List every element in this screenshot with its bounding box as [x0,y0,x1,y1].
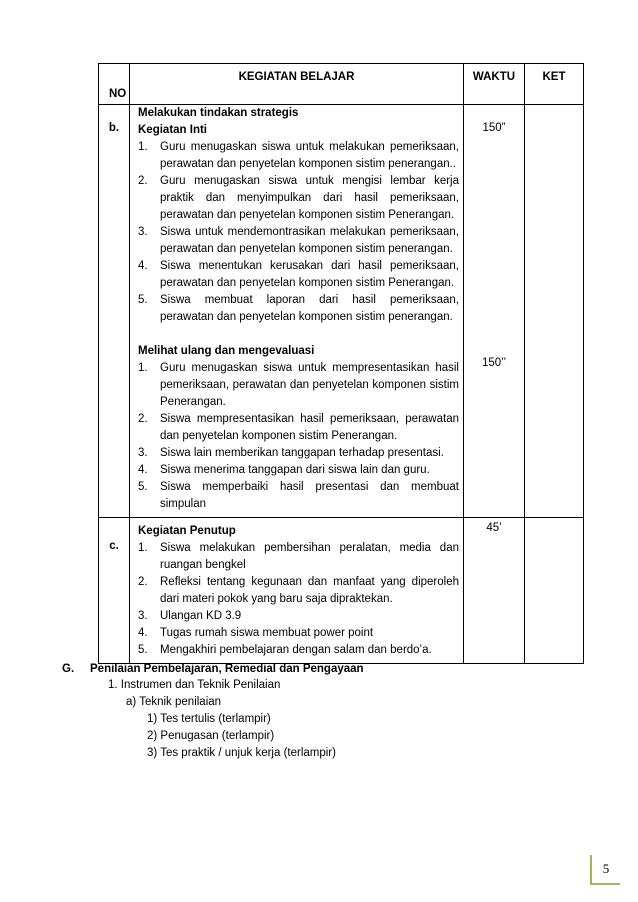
section-g-heading [62,661,364,677]
list-item: 5. Siswa memperbaiki hasil presentasi dan membuat simpulan [138,481,459,510]
kegiatan-penutup-title: Kegiatan Penutup [138,525,236,537]
list-item: 3. Siswa lain memberikan tanggapan terhadap presentasi. [138,447,444,459]
review-list [138,360,459,513]
list-item: 2. Siswa mempresentasikan hasil pemeriksaan, perawatan dan penyetelan komponen sistim Penerangan. [138,413,459,442]
kegiatan-inti-title: Kegiatan Inti [138,124,208,136]
review-duration: 150’’ [481,357,507,369]
list-item: 1. Guru menugaskan siswa untuk melakukan pemeriksaan, perawatan dan penyetelan komponen sistim penerangan.. [138,141,459,170]
instrumen-item: 1. Instrumen dan Teknik Penilaian [108,679,281,691]
page-number: 5 [590,855,620,885]
row-c-no-cell [99,518,130,664]
row-b-no-cell [99,105,130,518]
table-row-c [99,518,584,664]
list-item: 4. Tugas rumah siswa membuat power point [138,627,374,639]
header-waktu: WAKTU [464,64,525,105]
row-b-intro: Melakukan tindakan strategis [138,107,299,119]
lesson-activity-table [98,63,584,664]
list-item: 3) Tes praktik / unjuk kerja (terlampir) [147,747,336,759]
list-item: 1) Tes tertulis (terlampir) [147,713,271,725]
list-item: 5. Siswa membuat laporan dari hasil pemeriksaan, perawatan dan penyetelan komponen sistim penerangan. [138,294,459,323]
row-b-waktu-cell [464,105,525,518]
row-b-ket-cell [525,105,584,518]
table-row-b [99,105,584,518]
list-item: 5. Mengakhiri pembelajaran dengan salam dan berdo’a. [138,644,432,656]
list-item: 3. Siswa untuk mendemontrasikan melakukan pemeriksaan, perawatan dan penyetelan komponen sistim penerangan. [138,226,459,255]
list-item: 2. Guru menugaskan siswa untuk mengisi lembar kerja praktik dan menyimpulkan dari hasil pemeriksaan, perawatan dan penyetelan komponen sistim Penerangan. [138,175,459,221]
row-c-activity-cell [130,518,464,664]
section-g-title: Penilaian Pembelajaran, Remedial dan Pengayaan [90,663,364,675]
list-item: 2) Penugasan (terlampir) [147,730,275,742]
list-item: 1. Guru menugaskan siswa untuk mempresentasikan hasil pemeriksaan, perawatan dan penyetelan komponen sistim Penerangan. [138,362,459,408]
row-c-waktu-cell [464,518,525,664]
kegiatan-inti-list [138,139,459,326]
list-item: 4. Siswa menentukan kerusakan dari hasil pemeriksaan, perawatan dan penyetelan komponen sistim Penerangan. [138,260,459,289]
list-item: 3. Ulangan KD 3.9 [138,610,242,622]
row-b-number: b. [108,122,120,134]
penutup-list [138,540,459,659]
row-b-activity-cell [130,105,464,518]
header-ket: KET [525,64,584,105]
list-item: 4. Siswa menerima tanggapan dari siswa lain dan guru. [138,464,430,476]
inti-duration: 150” [482,122,506,134]
list-item: 2. Refleksi tentang kegunaan dan manfaat yang diperoleh dari materi pokok yang baru saja dipraktekan. [138,576,459,605]
row-c-ket-cell [525,518,584,664]
teknik-item: a) Teknik penilaian [126,696,222,708]
review-title: Melihat ulang dan mengevaluasi [138,345,315,357]
header-no: NO [99,64,130,105]
table-header-row [99,64,584,105]
row-c-number: c. [109,540,119,552]
list-item: 1. Siswa melakukan pembersihan peralatan, media dan ruangan bengkel [138,542,459,571]
header-kegiatan: KEGIATAN BELAJAR [130,64,464,105]
section-g-letter: G. [62,663,75,675]
penutup-duration: 45’ [486,522,502,534]
